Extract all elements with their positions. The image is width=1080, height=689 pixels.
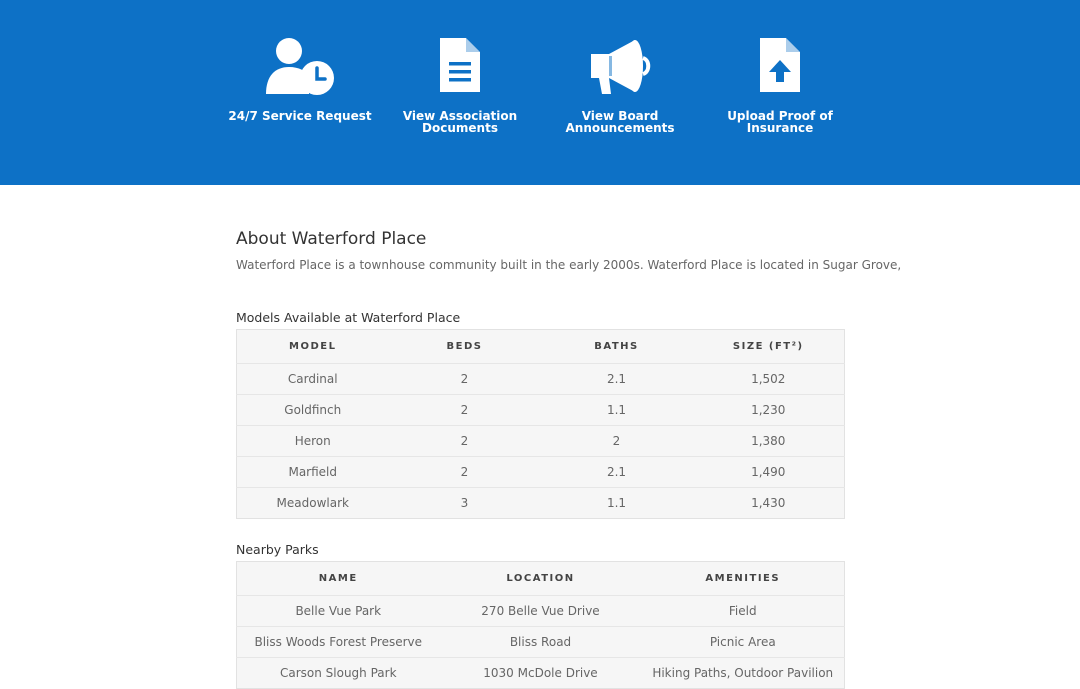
column-header: NAME [237, 562, 440, 596]
column-header: LOCATION [440, 562, 642, 596]
table-cell: Goldfinch [237, 395, 389, 426]
table-row [237, 426, 845, 457]
board-announcements-label-line2: Announcements [565, 121, 675, 135]
table-cell: Marfield [237, 457, 389, 488]
table-cell: 2 [541, 426, 693, 457]
column-header: AMENITIES [642, 562, 845, 596]
table-cell: 2 [389, 395, 541, 426]
table-cell: 2.1 [541, 364, 693, 395]
association-documents-button[interactable] [380, 36, 540, 134]
table-cell: 2 [389, 426, 541, 457]
table-cell: Hiking Paths, Outdoor Pavilion [642, 658, 845, 689]
table-cell: Meadowlark [237, 488, 389, 519]
board-announcements-label-line1: View Board [581, 109, 659, 123]
column-header: BEDS [389, 330, 541, 364]
upload-insurance-button[interactable] [700, 36, 860, 134]
association-documents-label-line2: Documents [422, 121, 498, 135]
upload-insurance-label-line1: Upload Proof of [727, 109, 833, 123]
table-cell: 270 Belle Vue Drive [440, 596, 642, 627]
table-row [237, 488, 845, 519]
table-row [237, 395, 845, 426]
models-title: Models Available at Waterford Place [236, 310, 461, 325]
document-icon [380, 36, 540, 98]
service-request-button[interactable] [220, 36, 380, 122]
megaphone-icon [540, 36, 700, 98]
service-request-label: 24/7 Service Request [228, 109, 372, 123]
table-cell: 2.1 [541, 457, 693, 488]
table-cell: 1030 McDole Drive [440, 658, 642, 689]
table-cell: 1,380 [693, 426, 845, 457]
table-cell: 1,490 [693, 457, 845, 488]
table-cell: 1.1 [541, 395, 693, 426]
table-cell: 1,502 [693, 364, 845, 395]
table-cell: Picnic Area [642, 627, 845, 658]
table-cell: Field [642, 596, 845, 627]
column-header: BATHS [541, 330, 693, 364]
column-header: SIZE (FT²) [693, 330, 845, 364]
table-cell: 2 [389, 457, 541, 488]
table-cell: Bliss Woods Forest Preserve [237, 627, 440, 658]
table-cell: Cardinal [237, 364, 389, 395]
board-announcements-button[interactable] [540, 36, 700, 134]
table-cell: Bliss Road [440, 627, 642, 658]
table-cell: Carson Slough Park [237, 658, 440, 689]
models-header-row [237, 330, 845, 364]
user-clock-icon [220, 36, 380, 98]
upload-insurance-label-line2: Insurance [746, 121, 814, 135]
column-header: MODEL [237, 330, 389, 364]
parks-table [236, 561, 845, 689]
table-row [237, 658, 845, 689]
table-cell: Belle Vue Park [237, 596, 440, 627]
table-row [237, 627, 845, 658]
about-description: Waterford Place is a townhouse community built in the early 2000s. Waterford Place is located in Sugar Grove, [236, 258, 902, 272]
models-table [236, 329, 845, 519]
table-row [237, 364, 845, 395]
about-title: About Waterford Place [236, 229, 427, 249]
table-row [237, 596, 845, 627]
table-cell: 2 [389, 364, 541, 395]
table-cell: 1,430 [693, 488, 845, 519]
parks-header-row [237, 562, 845, 596]
parks-title: Nearby Parks [236, 542, 319, 557]
table-row [237, 457, 845, 488]
table-cell: 1,230 [693, 395, 845, 426]
quick-actions-banner [0, 0, 1080, 185]
association-documents-label-line1: View Association [402, 109, 518, 123]
table-cell: Heron [237, 426, 389, 457]
table-cell: 3 [389, 488, 541, 519]
file-upload-icon [700, 36, 860, 98]
table-cell: 1.1 [541, 488, 693, 519]
